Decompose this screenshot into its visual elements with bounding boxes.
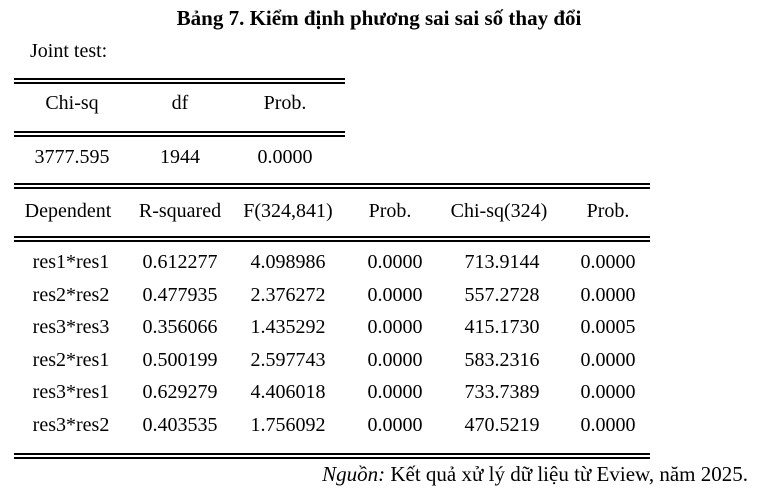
joint-header-df: df: [171, 92, 189, 114]
joint-value-chisq: 3777.595: [34, 146, 110, 168]
table-cell-prob-chisq: 0.0005: [580, 316, 636, 339]
table-cell-rsquared: 0.403535: [142, 414, 218, 436]
table-cell-prob-f: 0.0000: [367, 316, 423, 339]
table-cell-prob-f: 0.0000: [367, 348, 423, 371]
table-cell-rsquared: 0.477935: [142, 283, 218, 306]
table-cell-prob-f: 0.0000: [367, 381, 423, 404]
source-text: Kết quả xử lý dữ liệu từ Eview, năm 2025.: [385, 462, 748, 486]
table-cell-dependent: res3*res3: [32, 316, 110, 339]
dependent-header-dependent: Dependent: [24, 200, 112, 222]
joint-value-df: 1944: [160, 146, 200, 168]
joint-header-prob: Prob.: [263, 92, 307, 114]
table-cell-dependent: res3*res2: [32, 414, 110, 436]
source-prefix: Nguồn:: [322, 462, 386, 486]
dependent-header-prob-f: Prob.: [368, 200, 412, 222]
table-cell-prob-chisq: 0.0000: [580, 414, 636, 436]
table-cell-prob-f: 0.0000: [367, 251, 423, 273]
table-cell-dependent: res2*res2: [32, 283, 110, 306]
table-cell-chisq: 470.5219: [464, 414, 540, 436]
table-cell-chisq: 713.9144: [464, 251, 540, 273]
table-cell-prob-chisq: 0.0000: [580, 381, 636, 404]
source-note: [322, 462, 748, 487]
table-cell-rsquared: 0.356066: [142, 316, 218, 339]
table-cell-chisq: 733.7389: [464, 381, 540, 404]
table-cell-prob-chisq: 0.0000: [580, 251, 636, 273]
joint-header-chisq: Chi-sq: [45, 92, 99, 114]
dependent-header-rsquared: R-squared: [138, 200, 222, 222]
table-title: Bảng 7. Kiểm định phương sai sai số thay đổi: [176, 6, 582, 30]
table-cell-dependent: res3*res1: [32, 381, 110, 404]
dependent-header-f: F(324,841): [243, 200, 333, 222]
table-cell-chisq: 557.2728: [464, 283, 540, 306]
dependent-header-rule: [14, 236, 650, 242]
table-cell-chisq: 583.2316: [464, 348, 540, 371]
dependent-bottom-rule: [14, 453, 650, 459]
joint-value-prob: 0.0000: [257, 146, 313, 168]
table-cell-dependent: res2*res1: [32, 348, 110, 371]
table-cell-prob-chisq: 0.0000: [580, 348, 636, 371]
table-cell-prob-chisq: 0.0000: [580, 283, 636, 306]
table-cell-chisq: 415.1730: [464, 316, 540, 339]
table-cell-f-stat: 2.376272: [250, 283, 326, 306]
joint-test-label: Joint test:: [30, 40, 108, 62]
table-cell-rsquared: 0.612277: [142, 251, 218, 273]
table-cell-f-stat: 4.098986: [250, 251, 326, 273]
joint-top-rule: [14, 78, 345, 84]
table-cell-f-stat: 2.597743: [250, 348, 326, 371]
table-cell-f-stat: 1.435292: [250, 316, 326, 339]
table-cell-f-stat: 4.406018: [250, 381, 326, 404]
table-cell-prob-f: 0.0000: [367, 414, 423, 436]
joint-header-rule: [14, 131, 345, 137]
table-cell-dependent: res1*res1: [32, 251, 110, 273]
dependent-header-chisq: Chi-sq(324): [450, 200, 548, 222]
table-cell-f-stat: 1.756092: [250, 414, 326, 436]
dependent-header-prob-chisq: Prob.: [586, 200, 630, 222]
dependent-top-rule: [14, 183, 650, 189]
table-cell-rsquared: 0.500199: [142, 348, 218, 371]
table-cell-rsquared: 0.629279: [142, 381, 218, 404]
table-cell-prob-f: 0.0000: [367, 283, 423, 306]
